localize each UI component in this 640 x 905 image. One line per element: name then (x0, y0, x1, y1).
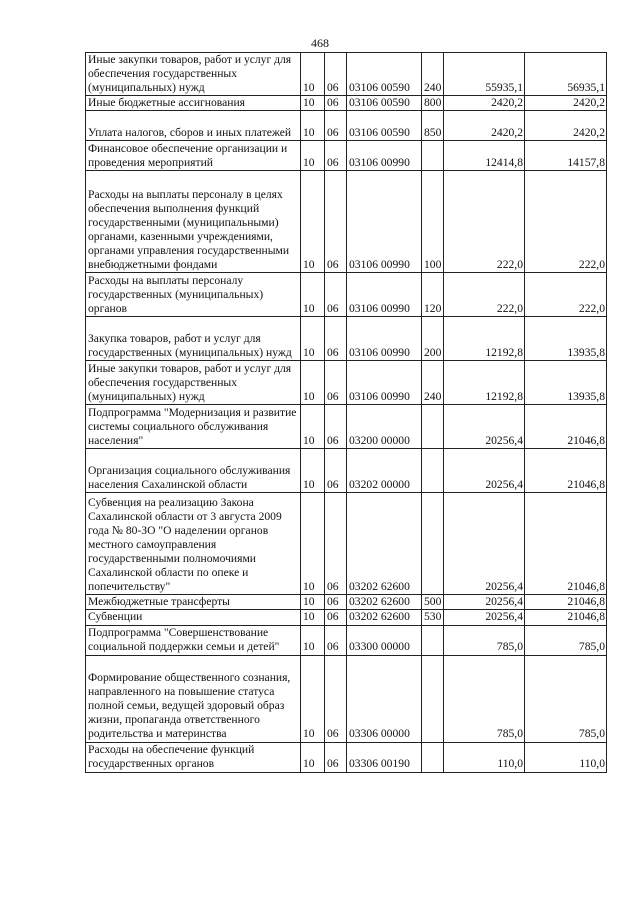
section-code: 10 (301, 610, 325, 625)
table-row (86, 449, 607, 493)
row-description: Уплата налогов, сборов и иных платежей (86, 111, 301, 141)
table-row (86, 111, 607, 141)
table-row (86, 493, 607, 595)
subsection-code: 06 (325, 493, 347, 595)
subsection-code: 06 (325, 742, 347, 772)
amount-second-year: 222,0 (525, 171, 607, 273)
subsection-code: 06 (325, 111, 347, 141)
expense-type-code (422, 655, 444, 742)
subsection-code: 06 (325, 171, 347, 273)
section-code: 10 (301, 53, 325, 96)
table-row (86, 273, 607, 317)
expense-type-code: 530 (422, 610, 444, 625)
expense-type-code: 800 (422, 96, 444, 111)
section-code: 10 (301, 171, 325, 273)
amount-first-year: 20256,4 (444, 610, 525, 625)
table-row (86, 317, 607, 361)
section-code: 10 (301, 625, 325, 655)
expense-type-code: 100 (422, 171, 444, 273)
section-code: 10 (301, 493, 325, 595)
table-row (86, 53, 607, 96)
amount-second-year: 222,0 (525, 273, 607, 317)
subsection-code: 06 (325, 96, 347, 111)
amount-first-year: 20256,4 (444, 493, 525, 595)
subsection-code: 06 (325, 610, 347, 625)
table-row (86, 361, 607, 405)
table-row (86, 405, 607, 449)
target-article-code: 03106 00990 (347, 273, 422, 317)
subsection-code: 06 (325, 449, 347, 493)
amount-second-year: 14157,8 (525, 141, 607, 171)
target-article-code: 03200 00000 (347, 405, 422, 449)
target-article-code: 03202 62600 (347, 493, 422, 595)
subsection-code: 06 (325, 595, 347, 610)
row-description: Подпрограмма "Модернизация и развитие системы социального обслуживания населения" (86, 405, 301, 449)
row-description: Расходы на обеспечение функций государственных органов (86, 742, 301, 772)
table-row (86, 655, 607, 742)
expense-type-code: 850 (422, 111, 444, 141)
section-code: 10 (301, 449, 325, 493)
table-row (86, 742, 607, 772)
expense-type-code (422, 141, 444, 171)
amount-second-year: 13935,8 (525, 317, 607, 361)
target-article-code: 03106 00590 (347, 96, 422, 111)
budget-table (85, 52, 607, 773)
amount-second-year: 21046,8 (525, 493, 607, 595)
expense-type-code: 120 (422, 273, 444, 317)
amount-second-year: 785,0 (525, 625, 607, 655)
row-description: Расходы на выплаты персоналу государственных (муниципальных) органов (86, 273, 301, 317)
target-article-code: 03106 00990 (347, 141, 422, 171)
row-description: Иные бюджетные ассигнования (86, 96, 301, 111)
amount-first-year: 785,0 (444, 655, 525, 742)
subsection-code: 06 (325, 273, 347, 317)
subsection-code: 06 (325, 361, 347, 405)
table-row (86, 141, 607, 171)
section-code: 10 (301, 361, 325, 405)
row-description: Формирование общественного сознания, направленного на повышение статуса полной семьи, ведущей здоровый образ жизни, пропаганда ответственного родительства и материнства (86, 655, 301, 742)
expense-type-code: 500 (422, 595, 444, 610)
amount-first-year: 2420,2 (444, 96, 525, 111)
section-code: 10 (301, 405, 325, 449)
amount-second-year: 13935,8 (525, 361, 607, 405)
expense-type-code (422, 493, 444, 595)
expense-type-code: 240 (422, 361, 444, 405)
amount-second-year: 56935,1 (525, 53, 607, 96)
section-code: 10 (301, 655, 325, 742)
row-description: Субвенции (86, 610, 301, 625)
row-description: Иные закупки товаров, работ и услуг для обеспечения государственных (муниципальных) нужд (86, 361, 301, 405)
amount-first-year: 20256,4 (444, 595, 525, 610)
row-description: Организация социального обслуживания населения Сахалинской области (86, 449, 301, 493)
amount-second-year: 21046,8 (525, 449, 607, 493)
row-description: Межбюджетные трансферты (86, 595, 301, 610)
target-article-code: 03106 00990 (347, 361, 422, 405)
target-article-code: 03106 00990 (347, 171, 422, 273)
target-article-code: 03306 00190 (347, 742, 422, 772)
amount-first-year: 2420,2 (444, 111, 525, 141)
target-article-code: 03202 62600 (347, 610, 422, 625)
subsection-code: 06 (325, 141, 347, 171)
amount-first-year: 222,0 (444, 171, 525, 273)
section-code: 10 (301, 742, 325, 772)
amount-first-year: 55935,1 (444, 53, 525, 96)
row-description: Расходы на выплаты персоналу в целях обеспечения выполнения функций государственными (муниципальными) органами, казенными учреждениями, органами управления государственными внебюджетными фондами (86, 171, 301, 273)
amount-first-year: 222,0 (444, 273, 525, 317)
subsection-code: 06 (325, 625, 347, 655)
page-number: 468 (311, 36, 329, 50)
table-row (86, 595, 607, 610)
amount-first-year: 20256,4 (444, 405, 525, 449)
amount-first-year: 12414,8 (444, 141, 525, 171)
amount-second-year: 785,0 (525, 655, 607, 742)
target-article-code: 03306 00000 (347, 655, 422, 742)
table-row (86, 610, 607, 625)
amount-first-year: 12192,8 (444, 317, 525, 361)
subsection-code: 06 (325, 405, 347, 449)
table-row (86, 171, 607, 273)
expense-type-code: 240 (422, 53, 444, 96)
target-article-code: 03106 00990 (347, 317, 422, 361)
target-article-code: 03202 00000 (347, 449, 422, 493)
amount-second-year: 21046,8 (525, 610, 607, 625)
table-row (86, 96, 607, 111)
row-description: Подпрограмма "Совершенствование социальной поддержки семьи и детей" (86, 625, 301, 655)
section-code: 10 (301, 141, 325, 171)
target-article-code: 03202 62600 (347, 595, 422, 610)
subsection-code: 06 (325, 53, 347, 96)
expense-type-code: 200 (422, 317, 444, 361)
amount-second-year: 110,0 (525, 742, 607, 772)
row-description: Иные закупки товаров, работ и услуг для обеспечения государственных (муниципальных) нужд (86, 53, 301, 96)
amount-second-year: 21046,8 (525, 595, 607, 610)
target-article-code: 03300 00000 (347, 625, 422, 655)
subsection-code: 06 (325, 317, 347, 361)
row-description: Закупка товаров, работ и услуг для государственных (муниципальных) нужд (86, 317, 301, 361)
section-code: 10 (301, 273, 325, 317)
expense-type-code (422, 625, 444, 655)
amount-second-year: 21046,8 (525, 405, 607, 449)
table-row (86, 625, 607, 655)
target-article-code: 03106 00590 (347, 111, 422, 141)
subsection-code: 06 (325, 655, 347, 742)
amount-second-year: 2420,2 (525, 111, 607, 141)
expense-type-code (422, 742, 444, 772)
amount-second-year: 2420,2 (525, 96, 607, 111)
expense-type-code (422, 449, 444, 493)
amount-first-year: 110,0 (444, 742, 525, 772)
amount-first-year: 785,0 (444, 625, 525, 655)
row-description: Финансовое обеспечение организации и проведения мероприятий (86, 141, 301, 171)
section-code: 10 (301, 111, 325, 141)
section-code: 10 (301, 595, 325, 610)
target-article-code: 03106 00590 (347, 53, 422, 96)
section-code: 10 (301, 317, 325, 361)
expense-type-code (422, 405, 444, 449)
section-code: 10 (301, 96, 325, 111)
amount-first-year: 20256,4 (444, 449, 525, 493)
amount-first-year: 12192,8 (444, 361, 525, 405)
row-description: Субвенция на реализацию Закона Сахалинской области от 3 августа 2009 года № 80-ЗО "О наделении органов местного самоуправления государственными полномочиями Сахалинской области по опеке и попечительству" (86, 493, 301, 595)
